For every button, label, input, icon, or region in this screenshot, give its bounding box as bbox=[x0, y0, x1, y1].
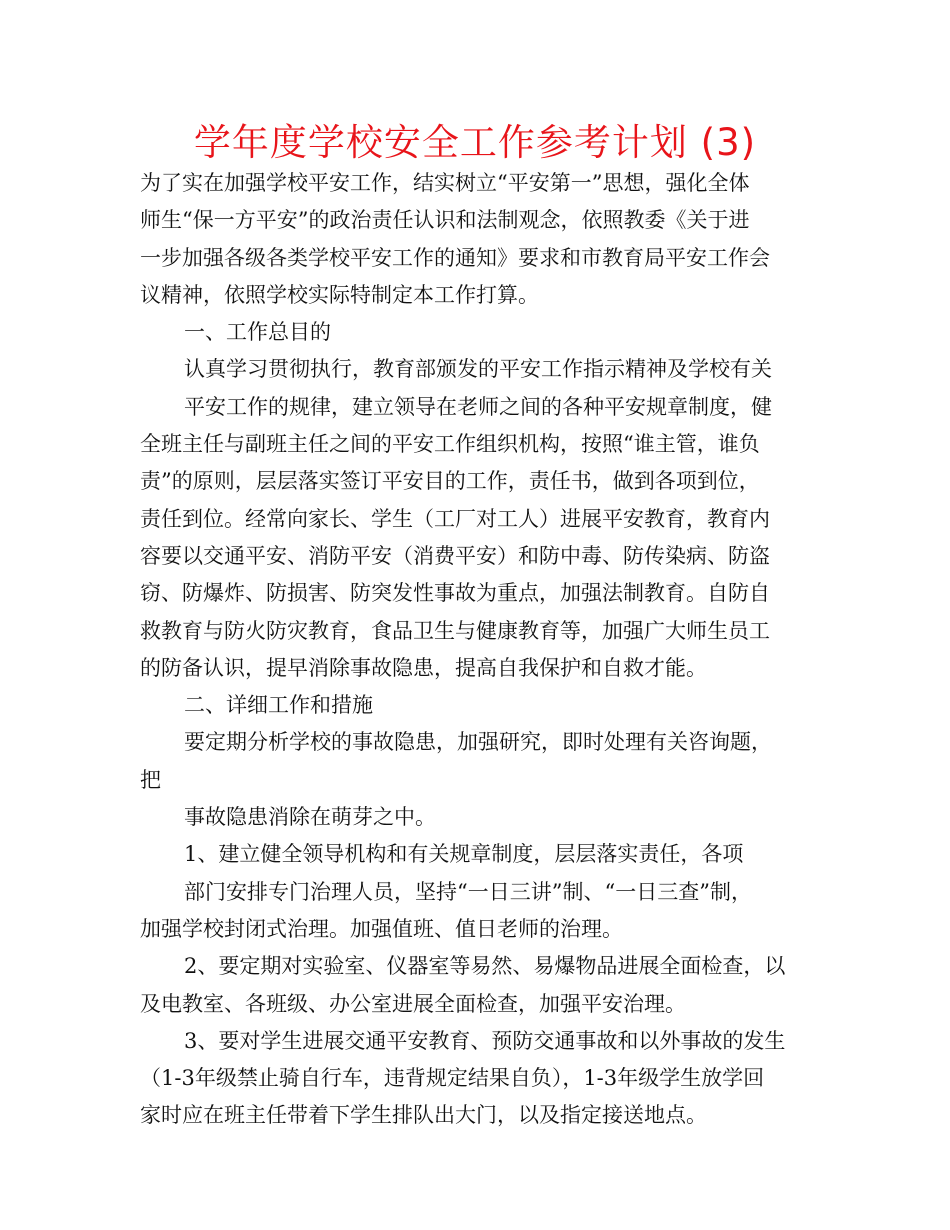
text-line: 为了实在加强学校平安工作，结实树立“平安第一”思想，强化全体 bbox=[140, 171, 750, 195]
document-title: 学年度学校安全工作参考计划 (3) bbox=[193, 121, 757, 164]
text-line: 的防备认识，提早消除事故隐患，提高自我保护和自救才能。 bbox=[140, 655, 707, 680]
text-line: 1、建立健全领导机构和有关规章制度，层层落实责任，各项 bbox=[184, 842, 744, 867]
text-line: 责”的原则，层层落实签订平安目的工作，责任书，做到各项到位， bbox=[140, 469, 760, 494]
text-line: 加强学校封闭式治理。加强值班、值日老师的治理。 bbox=[140, 916, 623, 941]
text-line: 一步加强各级各类学校平安工作的通知》要求和市教育局平安工作会 bbox=[140, 245, 770, 270]
section-heading: 二、详细工作和措施 bbox=[184, 693, 373, 718]
text-line: 及电教室、各班级、办公室进展全面检查，加强平安治理。 bbox=[140, 991, 686, 1016]
text-line: （1-3年级禁止骑自行车，违背规定结果自负），1-3年级学生放学回 bbox=[140, 1066, 765, 1091]
document-body bbox=[140, 165, 820, 1135]
text-line: 窃、防爆炸、防损害、防突发性事故为重点，加强法制教育。自防自 bbox=[140, 581, 770, 606]
text-line: 平安工作的规律，建立领导在老师之间的各种平安规章制度，健 bbox=[184, 394, 772, 419]
text-line: 事故隐患消除在萌芽之中。 bbox=[184, 805, 436, 830]
text-line: 救教育与防火防灾教育，食品卫生与健康教育等，加强广大师生员工 bbox=[140, 618, 770, 643]
text-line: 认真学习贯彻执行，教育部颁发的平安工作指示精神及学校有关 bbox=[184, 357, 772, 382]
text-line: 全班主任与副班主任之间的平安工作组织机构，按照“谁主管，谁负 bbox=[140, 432, 760, 457]
text-line: 议精神，依照学校实际特制定本工作打算。 bbox=[140, 282, 539, 307]
text-line: 师生“保一方平安”的政治责任认识和法制观念，依照教委《关于进 bbox=[140, 208, 750, 233]
text-line: 部门安排专门治理人员，坚持“一日三讲”制、“一日三查”制， bbox=[184, 879, 752, 904]
text-line: 容要以交通平安、消防平安（消费平安）和防中毒、防传染病、防盗 bbox=[140, 543, 770, 568]
text-line: 把 bbox=[140, 767, 161, 792]
text-line: 3、要对学生进展交通平安教育、预防交通事故和以外事故的发生 bbox=[184, 1028, 786, 1053]
text-line: 2、要定期对实验室、仪器室等易然、易爆物品进展全面检查，以 bbox=[184, 954, 786, 979]
text-line: 要定期分析学校的事故隐患，加强研究，即时处理有关咨询题， bbox=[184, 730, 772, 755]
section-heading: 一、工作总目的 bbox=[184, 320, 331, 345]
text-line: 责任到位。经常向家长、学生（工厂对工人）进展平安教育，教育内 bbox=[140, 506, 770, 531]
text-line: 家时应在班主任带着下学生排队出大门，以及指定接送地点。 bbox=[140, 1103, 707, 1128]
